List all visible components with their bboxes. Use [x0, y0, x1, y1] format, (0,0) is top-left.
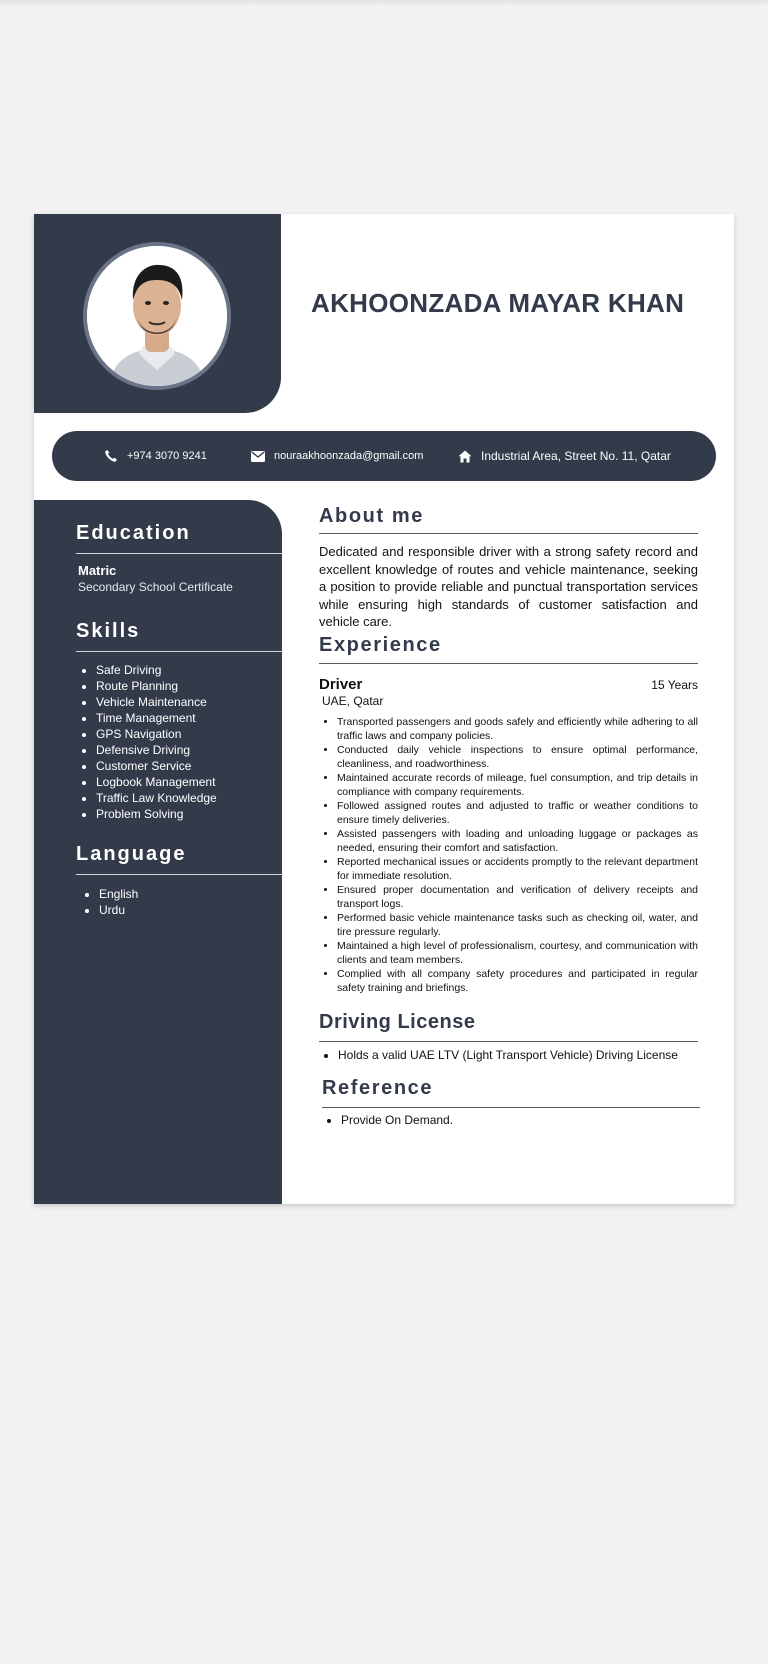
address-text: Industrial Area, Street No. 11, Qatar [481, 449, 671, 463]
duty-item: • Followed assigned routes and adjusted to traffic or weather conditions to ensure timely deliveries. [337, 799, 698, 827]
skill-item: • Logbook Management [96, 774, 217, 790]
reference-list [341, 1113, 453, 1127]
skills-divider [76, 651, 282, 652]
language-divider [76, 874, 282, 875]
education-degree: Matric [78, 563, 117, 578]
duty-item: • Ensured proper documentation and verification of delivery receipts and transport logs. [337, 883, 698, 911]
home-icon [458, 450, 472, 463]
reference-divider [322, 1107, 700, 1108]
resume-page [34, 214, 734, 1204]
email-address: nouraakhoonzada@gmail.com [274, 450, 424, 462]
skill-item: • Safe Driving [96, 662, 217, 678]
license-list [338, 1048, 678, 1062]
duty-item: • Performed basic vehicle maintenance tasks such as checking oil, water, and tire pressure regularly. [337, 911, 698, 939]
skill-item: • Customer Service [96, 758, 217, 774]
about-divider [319, 533, 698, 534]
profile-photo [83, 242, 231, 390]
reference-item: • Provide On Demand. [341, 1113, 453, 1127]
education-detail: Secondary School Certificate [78, 580, 233, 594]
duty-item: • Assisted passengers with loading and unloading luggage or packages as needed, ensuring their comfort and satisfaction. [337, 827, 698, 855]
about-heading: About me [319, 505, 425, 527]
experience-heading: Experience [319, 634, 442, 656]
skill-item: • Traffic Law Knowledge [96, 790, 217, 806]
phone-number: +974 3070 9241 [127, 450, 207, 462]
language-heading: Language [76, 843, 187, 865]
about-text: Dedicated and responsible driver with a strong safety record and excellent knowledge of routes and vehicle maintenance, seeking a position to provide reliable and punctual transportation services while ensuring high standards of customer satisfaction and vehicle care. [319, 544, 698, 629]
language-list [99, 886, 138, 918]
skills-list [96, 662, 217, 822]
skill-item: • Route Planning [96, 678, 217, 694]
contact-email[interactable] [251, 431, 423, 481]
contact-address [458, 431, 671, 481]
education-heading: Education [76, 522, 191, 544]
contact-phone[interactable] [104, 431, 207, 481]
skill-item: • Vehicle Maintenance [96, 694, 217, 710]
skill-item: • Time Management [96, 710, 217, 726]
skill-item: • GPS Navigation [96, 726, 217, 742]
profile-portrait-icon [87, 246, 227, 386]
reference-heading: Reference [322, 1077, 434, 1099]
candidate-name: AKHOONZADA MAYAR KHAN [311, 288, 685, 318]
language-item: • Urdu [99, 902, 138, 918]
sidebar [34, 500, 282, 1204]
contact-bar [52, 431, 716, 481]
duty-item: • Conducted daily vehicle inspections to ensure optimal performance, cleanliness, and roadworthiness. [337, 743, 698, 771]
duty-item: • Complied with all company safety procedures and participated in regular safety training and briefings. [337, 967, 698, 995]
job-location: UAE, Qatar [322, 694, 384, 708]
phone-icon [104, 449, 118, 463]
duty-item: • Reported mechanical issues or accidents promptly to the relevant department for immediate resolution. [337, 855, 698, 883]
license-divider [319, 1041, 698, 1042]
license-heading: Driving License [319, 1011, 476, 1033]
mail-icon [251, 451, 265, 462]
experience-duties [337, 715, 698, 995]
language-item: • English [99, 886, 138, 902]
skills-heading: Skills [76, 620, 141, 642]
education-divider [76, 553, 282, 554]
top-shadow [0, 0, 768, 6]
skill-item: • Defensive Driving [96, 742, 217, 758]
duty-item: • Transported passengers and goods safely and efficiently while adhering to all traffic laws and company policies. [337, 715, 698, 743]
duty-item: • Maintained a high level of professionalism, courtesy, and communication with clients and team members. [337, 939, 698, 967]
job-title: Driver [319, 676, 363, 693]
experience-divider [319, 663, 698, 664]
license-item: • Holds a valid UAE LTV (Light Transport Vehicle) Driving License [338, 1048, 678, 1062]
duty-item: • Maintained accurate records of mileage, fuel consumption, and trip details in compliance with company requirements. [337, 771, 698, 799]
skill-item: • Problem Solving [96, 806, 217, 822]
header-photo-block [34, 214, 281, 413]
job-years: 15 Years [651, 678, 698, 692]
